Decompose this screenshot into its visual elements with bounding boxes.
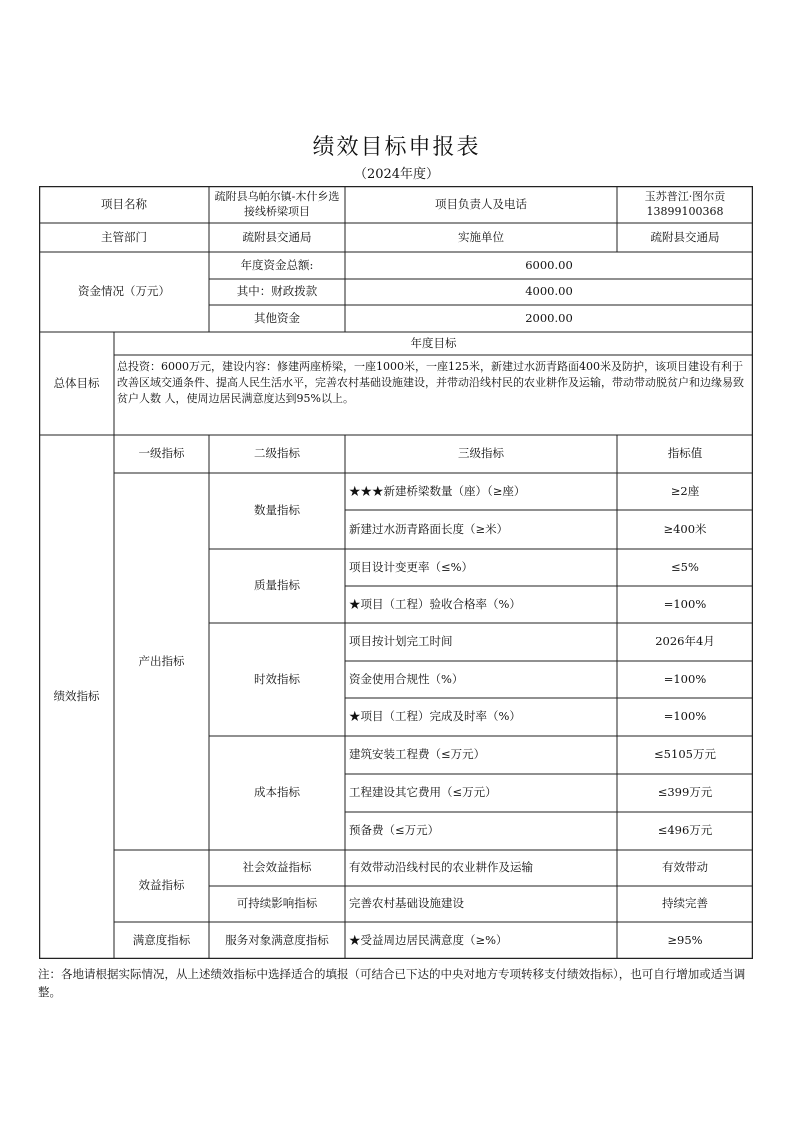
footnote: 注：各地请根据实际情况，从上述绩效指标中选择适合的填报（可结合已下达的中央对地方专项转移支付绩效指标），也可自行增加或适当调整。 (38, 967, 746, 999)
table-row-value: ≤496万元 (657, 823, 713, 838)
table-row-name: ★受益周边居民满意度（≥%） (349, 932, 508, 947)
table-row-name: ★项目（工程）验收合格率（%） (349, 596, 521, 611)
table-row-name: 资金使用合规性（%） (349, 671, 464, 686)
annual-goal-label: 年度目标 (410, 335, 457, 350)
table-row-value: ≥2座 (670, 483, 700, 498)
table-row-value: =100% (663, 709, 707, 724)
table-row-name: ★★★新建桥梁数量（座）（≥座） (349, 483, 526, 498)
social-indicator: 社会效益指标 (242, 860, 312, 875)
table-row-name: 完善农村基础设施建设 (349, 896, 464, 911)
benefit-indicator: 效益指标 (138, 878, 185, 893)
table-row-value: ≤5105万元 (654, 747, 716, 762)
table-row-name: 项目设计变更率（≤%） (349, 559, 474, 574)
service-indicator: 服务对象满意度指标 (225, 932, 329, 947)
funds-other-label: 其他资金 (254, 310, 300, 325)
performance-table (39, 186, 753, 959)
funds-total-label: 年度资金总额: (240, 257, 314, 272)
table-row-value: ≥95% (667, 932, 703, 947)
year-subtitle: （2024年度） (353, 167, 440, 182)
output-indicator: 产出指标 (138, 653, 185, 668)
table-row-name: 新建过水沥青路面长度（≥米） (349, 521, 509, 536)
funds-total-value: 6000.00 (525, 257, 573, 272)
table-row-name: ★项目（工程）完成及时率（%） (349, 709, 521, 724)
dept-label: 主管部门 (101, 229, 147, 244)
table-row-value: 有效带动 (662, 860, 708, 875)
col-level1: 一级指标 (138, 446, 185, 461)
contact-value: 玉苏普江·图尔贡 13899100368 (644, 189, 726, 218)
col-level2: 二级指标 (254, 446, 300, 461)
table-row-value: =100% (663, 671, 707, 686)
satisfaction-indicator: 满意度指标 (132, 932, 191, 947)
project-name-label: 项目名称 (101, 196, 147, 211)
table-row-name: 项目按计划完工时间 (349, 634, 453, 649)
funds-other-value: 2000.00 (525, 310, 573, 325)
table-row-value: 2026年4月 (655, 634, 715, 649)
col-level3: 三级指标 (458, 446, 504, 461)
table-row-name: 工程建设其它费用（≤万元） (349, 785, 497, 800)
funds-fiscal-value: 4000.00 (525, 284, 573, 299)
annual-goal-text: 总投资：6000万元，建设内容：修建两座桥梁，一座1000米，一座125米，新建过水沥青路面400米及防护，该项目建设有利于改善区域交通条件、提高人民生活水平，完善农村基础设施建设，并带动沿线村民的农业耕作及运输，带动带动脱贫户和边缘易致贫户人数 人，使周边居民满意度达到95%以上。 (117, 360, 744, 405)
quality-indicator: 质量指标 (254, 578, 300, 593)
contact-label: 项目负责人及电话 (435, 196, 527, 211)
table-row-name: 预备费（≤万元） (349, 823, 440, 838)
page-title: 绩效目标申报表 (312, 135, 481, 160)
funds-label: 资金情况（万元） (78, 284, 170, 299)
table-row-value: ≤5% (671, 559, 699, 574)
table-row-name: 有效带动沿线村民的农业耕作及运输 (349, 860, 533, 875)
table-row-value: 持续完善 (662, 896, 708, 911)
col-value: 指标值 (667, 446, 703, 461)
sustain-indicator: 可持续影响指标 (236, 896, 318, 911)
table-row-name: 建筑安装工程费（≤万元） (349, 747, 486, 762)
quantity-indicator: 数量指标 (254, 503, 300, 518)
goal-label: 总体目标 (53, 375, 100, 390)
impl-value: 疏附县交通局 (650, 229, 720, 244)
funds-fiscal-label: 其中：财政拨款 (236, 284, 318, 299)
indicators-label: 绩效指标 (53, 689, 100, 704)
impl-label: 实施单位 (458, 229, 504, 244)
table-row-value: =100% (663, 596, 707, 611)
project-name-value: 疏附县乌帕尔镇-木什乡选接线桥梁项目 (214, 189, 340, 218)
table-row-value: ≥400米 (663, 521, 707, 536)
cost-indicator: 成本指标 (254, 785, 300, 800)
dept-value: 疏附县交通局 (242, 229, 312, 244)
timeliness-indicator: 时效指标 (254, 671, 300, 686)
table-row-value: ≤399万元 (657, 785, 713, 800)
